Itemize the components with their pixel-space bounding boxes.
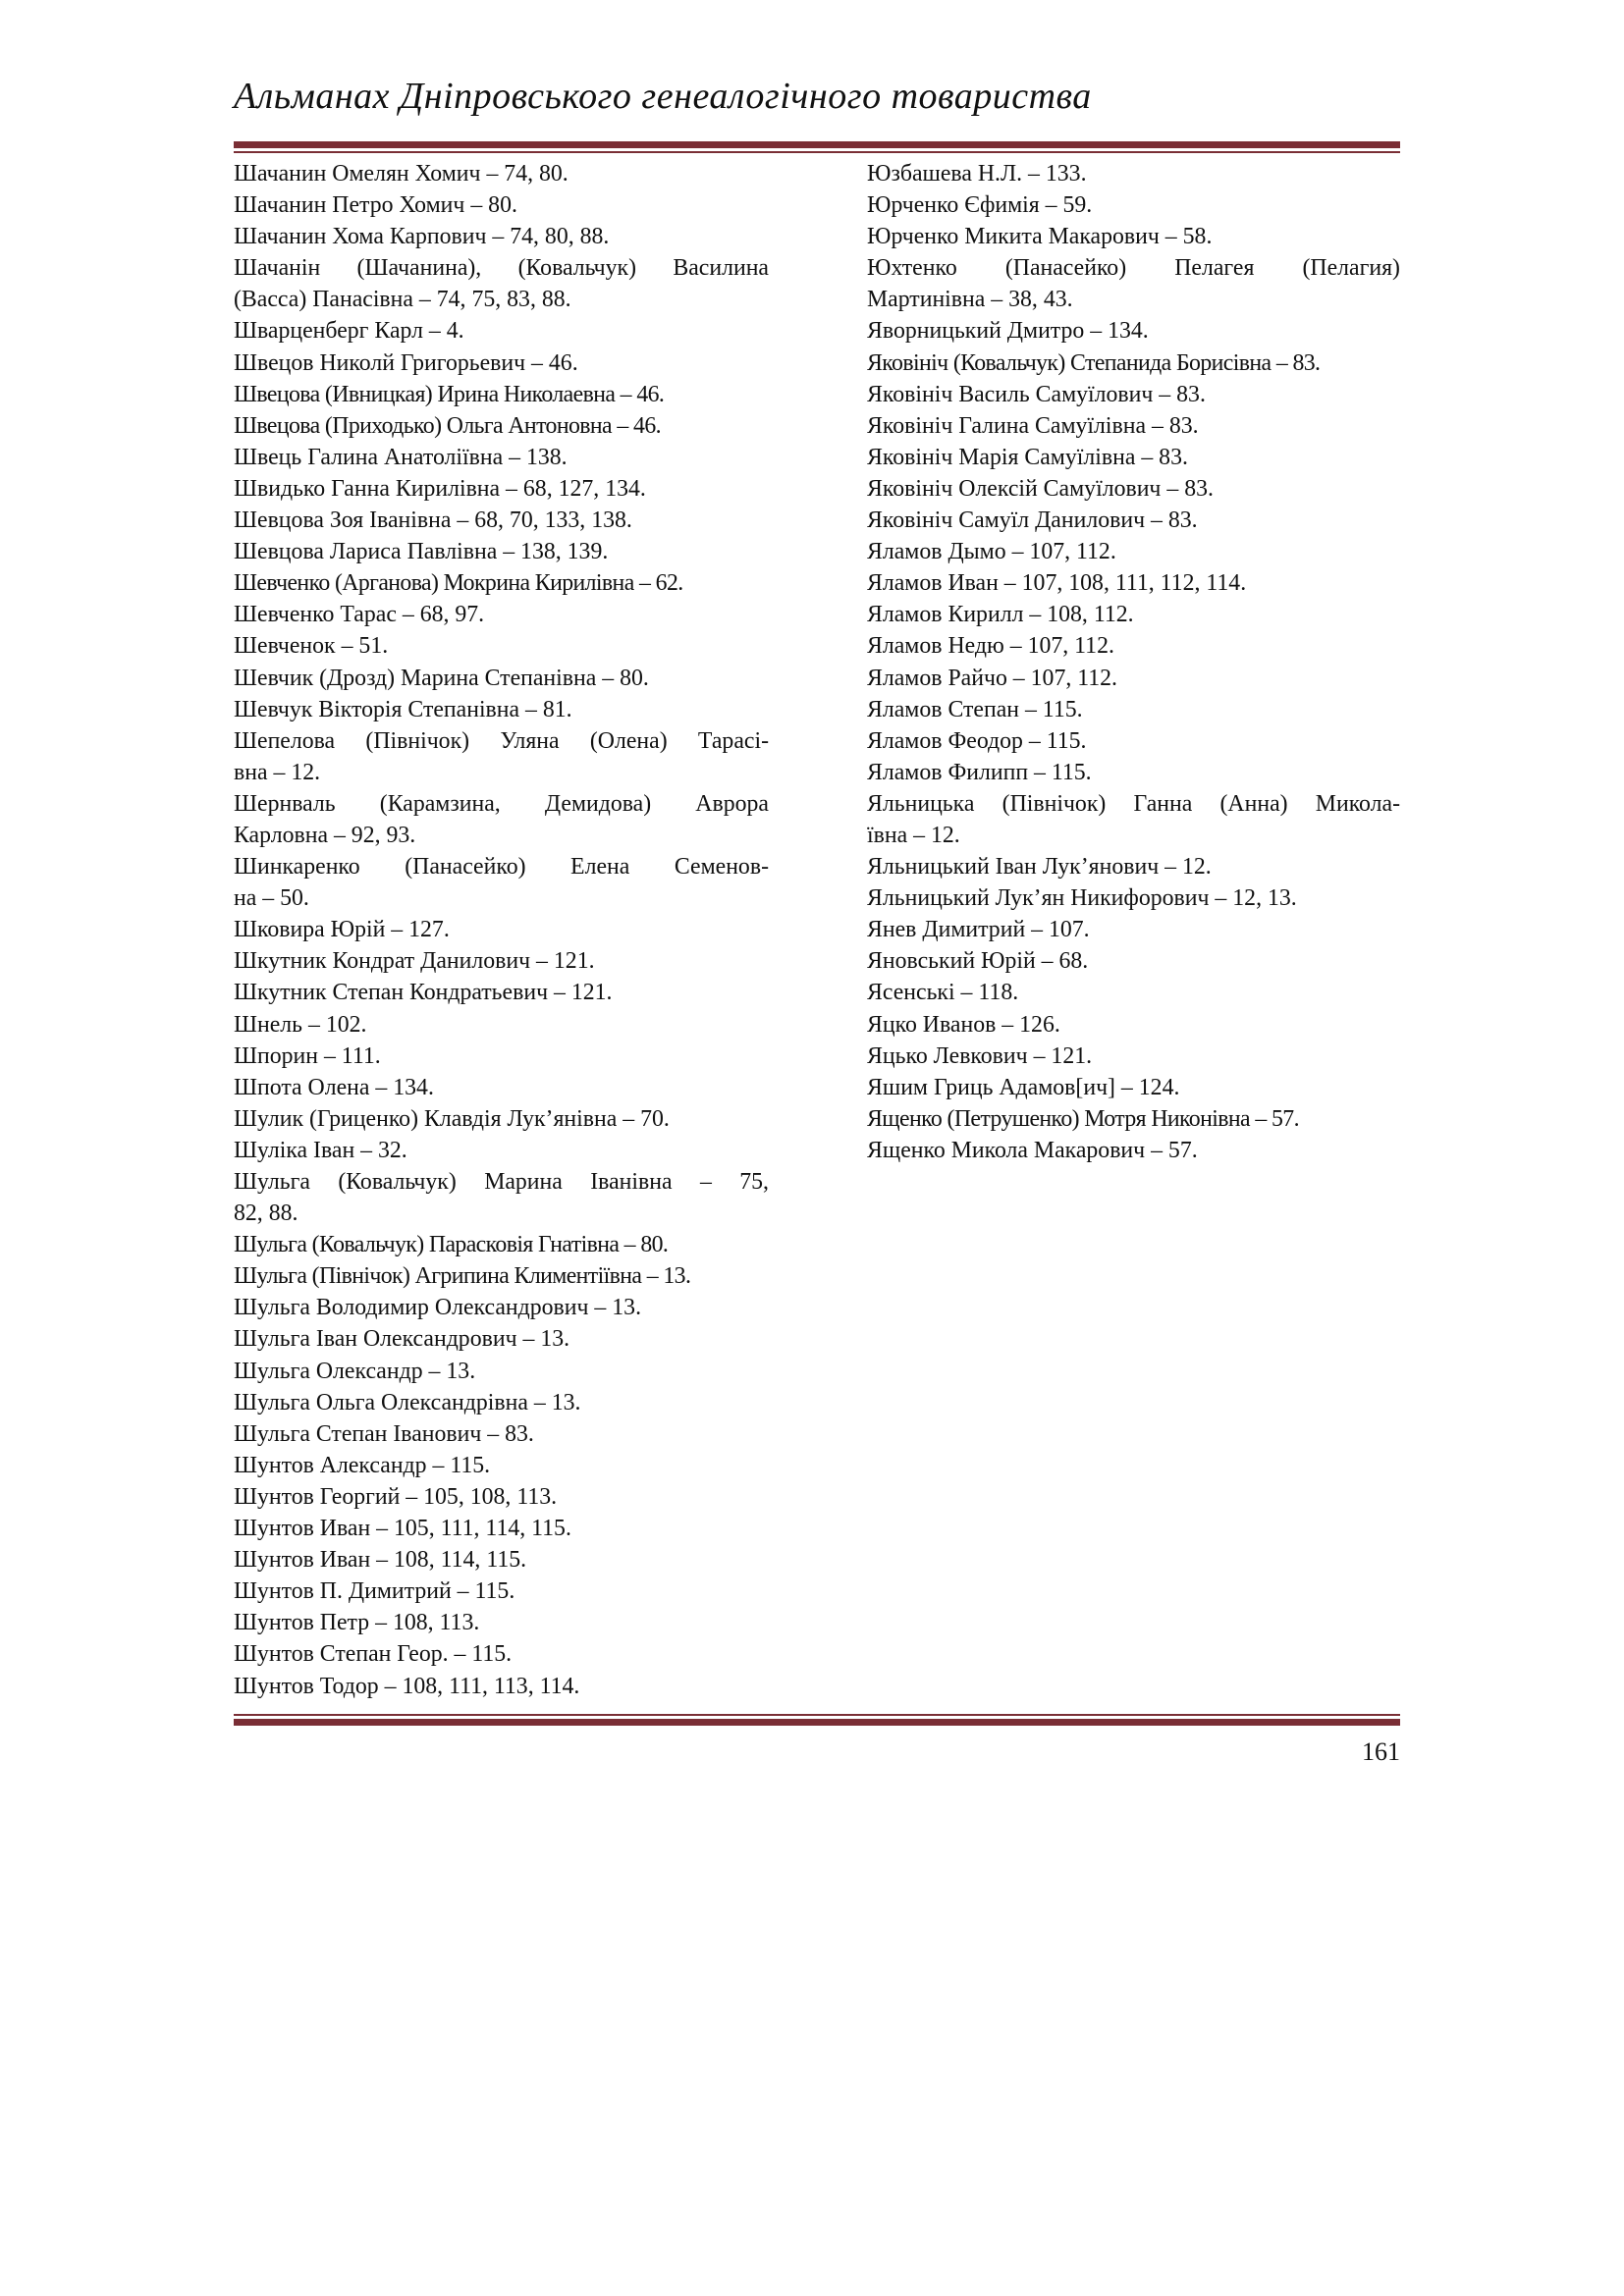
index-entry: Яламов Иван – 107, 108, 111, 112, 114. [867, 570, 1247, 597]
index-entry: Шульга Ольга Олександрівна – 13. [234, 1389, 581, 1415]
index-entry: Шковира Юрій – 127. [234, 917, 450, 943]
index-entry: Юрченко Єфимія – 59. [867, 192, 1093, 219]
index-entry: Шачанин Омелян Хомич – 74, 80. [234, 161, 568, 187]
index-entry: Шачанин Петро Хомич – 80. [234, 192, 517, 219]
index-entry: Яворницький Дмитро – 134. [867, 318, 1149, 345]
index-entry: Мартинівна – 38, 43. [867, 287, 1073, 313]
running-header-title: Альманах Дніпровського генеалогічного товариства [234, 76, 1092, 117]
index-entry: Яковініч Олексій Самуїлович – 83. [867, 475, 1214, 502]
index-entry: Яламов Недю – 107, 112. [867, 633, 1114, 660]
index-entry: Шунтов П. Димитрий – 115. [234, 1578, 515, 1605]
page-number: 161 [1362, 1737, 1400, 1766]
index-entry: Карловна – 92, 93. [234, 822, 416, 848]
index-entry: Юзбашева Н.Л. – 133. [867, 161, 1087, 187]
index-entry: Шевчук Вікторія Степанівна – 81. [234, 696, 572, 722]
index-entry: Шульга Іван Олександрович – 13. [234, 1326, 570, 1353]
index-entry: Шунтов Степан Геор. – 115. [234, 1641, 513, 1668]
index-entry: Шулик (Гриценко) Клавдія Лук’янівна – 70. [234, 1105, 670, 1132]
index-entry: Ясенські – 118. [867, 980, 1019, 1006]
index-entry: ївна – 12. [867, 822, 960, 848]
header-rule [234, 141, 1400, 153]
index-entry: Швецова (Приходько) Ольга Антоновна – 46. [234, 412, 661, 439]
index-entry: Яльницький Іван Лук’янович – 12. [867, 854, 1212, 881]
index-entry: Янев Димитрий – 107. [867, 917, 1090, 943]
index-entry: Яковініч Марія Самуїлівна – 83. [867, 444, 1188, 470]
index-entry: Яльницький Лук’ян Никифорович – 12, 13. [867, 885, 1297, 912]
index-entry: Шкутник Степан Кондратьевич – 121. [234, 980, 613, 1006]
index-column-left [234, 158, 769, 1702]
index-entry: Шунтов Тодор – 108, 111, 113, 114. [234, 1673, 580, 1699]
index-entry: Шепелова (Північок) Уляна (Олена) Тарасі- [234, 727, 769, 754]
index-entry: Швидько Ганна Кирилівна – 68, 127, 134. [234, 475, 646, 502]
index-entry: Яковініч (Ковальчук) Степанида Борисівна – 83. [867, 349, 1321, 376]
index-entry: Швецов Николй Григорьевич – 46. [234, 349, 578, 376]
index-entry: Шачанін (Шачанина), (Ковальчук) Василина [234, 255, 769, 282]
index-entry: Шевцова Зоя Іванівна – 68, 70, 133, 138. [234, 507, 632, 534]
index-entry: (Васса) Панасівна – 74, 75, 83, 88. [234, 287, 571, 313]
index-entry: Ященко (Петрушенко) Мотря Никонівна – 57. [867, 1105, 1299, 1132]
index-entry: Шульга Олександр – 13. [234, 1358, 476, 1384]
index-entry: Яшим Гриць Адамов[ич] – 124. [867, 1074, 1180, 1100]
index-entry: Шульга (Північок) Агрипина Климентіївна – 13. [234, 1263, 691, 1290]
index-entry: Юрченко Микита Макарович – 58. [867, 224, 1213, 250]
index-entry: Шачанин Хома Карпович – 74, 80, 88. [234, 224, 610, 250]
index-entry: Яламов Райчо – 107, 112. [867, 665, 1118, 691]
index-entry: Шварценберг Карл – 4. [234, 318, 464, 345]
index-entry: Шевчик (Дрозд) Марина Степанівна – 80. [234, 665, 649, 691]
index-entry: Шнель – 102. [234, 1011, 367, 1038]
index-entry: Шульга (Ковальчук) Парасковія Гнатівна – 80. [234, 1232, 669, 1258]
index-entry: Шунтов Иван – 108, 114, 115. [234, 1547, 527, 1574]
index-entry: Швецова (Ивницкая) Ирина Николаевна – 46. [234, 381, 665, 407]
index-entry: Яльницька (Північок) Ганна (Анна) Микола- [867, 790, 1400, 817]
index-entry: Шинкаренко (Панасейко) Елена Семенов- [234, 854, 769, 881]
index-entry: Шульга (Ковальчук) Марина Іванівна – 75, [234, 1169, 769, 1195]
index-column-right [867, 158, 1400, 1166]
index-entry: Яковініч Галина Самуїлівна – 83. [867, 412, 1199, 439]
index-entry: Ященко Микола Макарович – 57. [867, 1137, 1198, 1163]
index-entry: Шульга Володимир Олександрович – 13. [234, 1295, 642, 1321]
index-entry: Шевченок – 51. [234, 633, 389, 660]
index-entry: Яцко Иванов – 126. [867, 1011, 1060, 1038]
index-entry: Шевцова Лариса Павлівна – 138, 139. [234, 539, 609, 565]
index-entry: Яламов Феодор – 115. [867, 727, 1087, 754]
index-entry: Юхтенко (Панасейко) Пелагея (Пелагия) [867, 255, 1400, 282]
index-entry: Яцько Левкович – 121. [867, 1042, 1093, 1069]
index-entry: Шевченко Тарас – 68, 97. [234, 602, 485, 628]
index-entry: Шуліка Іван – 32. [234, 1137, 407, 1163]
index-entry: Шпорин – 111. [234, 1042, 381, 1069]
index-entry: вна – 12. [234, 759, 321, 785]
index-entry: Шернваль (Карамзина, Демидова) Аврора [234, 790, 769, 817]
index-entry: Шунтов Петр – 108, 113. [234, 1610, 480, 1636]
index-entry: Швець Галина Анатоліївна – 138. [234, 444, 568, 470]
index-entry: Шпота Олена – 134. [234, 1074, 434, 1100]
index-entry: Шунтов Александр – 115. [234, 1452, 491, 1478]
index-entry: Шунтов Георгий – 105, 108, 113. [234, 1483, 558, 1510]
index-entry: Шевченко (Арганова) Мокрина Кирилівна – 62. [234, 570, 683, 597]
index-entry: Яковініч Самуїл Данилович – 83. [867, 507, 1198, 534]
index-entry: Шульга Степан Іванович – 83. [234, 1420, 534, 1447]
index-entry: Шкутник Кондрат Данилович – 121. [234, 948, 595, 975]
index-entry: Яламов Филипп – 115. [867, 759, 1092, 785]
index-entry: Яламов Кирилл – 108, 112. [867, 602, 1134, 628]
index-entry: Шунтов Иван – 105, 111, 114, 115. [234, 1516, 571, 1542]
index-entry: 82, 88. [234, 1201, 298, 1227]
index-entry: Яламов Дымо – 107, 112. [867, 539, 1116, 565]
index-entry: Яковініч Василь Самуїлович – 83. [867, 381, 1206, 407]
footer-rule [234, 1714, 1400, 1726]
index-entry: Яламов Степан – 115. [867, 696, 1083, 722]
index-entry: на – 50. [234, 885, 309, 912]
index-entry: Яновський Юрій – 68. [867, 948, 1089, 975]
